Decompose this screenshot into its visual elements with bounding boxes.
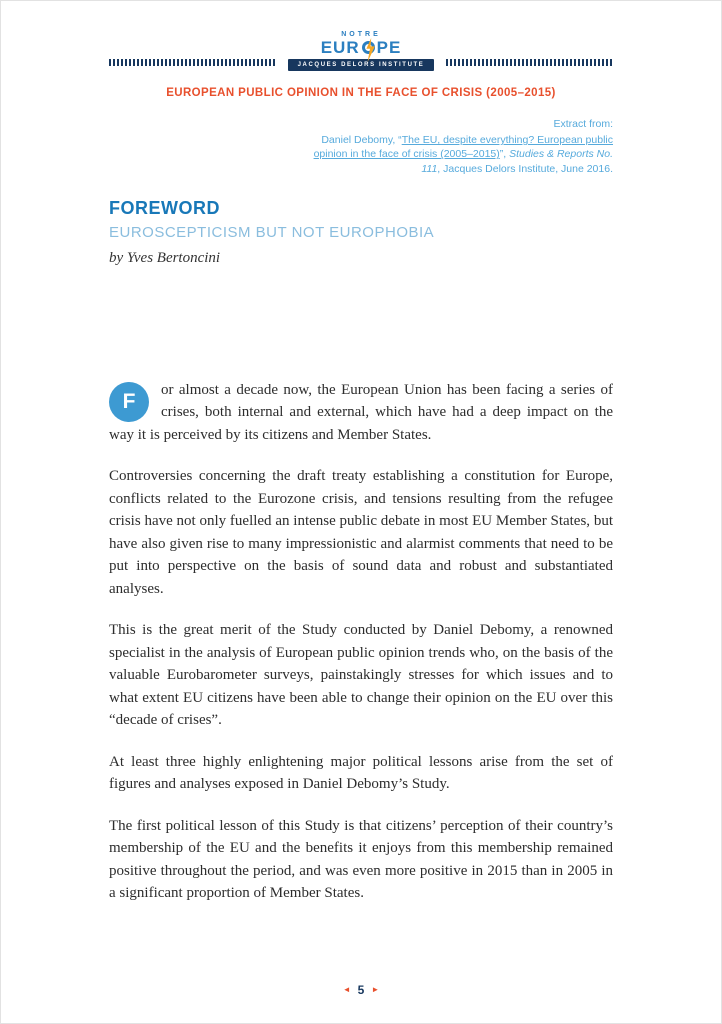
- citation-label: Extract from:: [553, 118, 613, 130]
- foreword-subheading: EUROSCEPTICISM BUT NOT EUROPHOBIA: [109, 223, 435, 241]
- byline: by Yves Bertoncini: [109, 249, 221, 266]
- body-text: [109, 379, 613, 905]
- paragraph-4: At least three highly enlightening major political lessons arise from the set of figures and analyses exposed in Daniel Debomy’s Study.: [109, 753, 613, 793]
- logo-europe-post: PE: [376, 38, 402, 57]
- citation-report-title: Studies & Reports No. 111: [421, 148, 613, 175]
- masthead: [109, 31, 613, 99]
- paragraph-2: Controversies concerning the draft treaty establishing a constitution for Europe, conflicts related to the Eurozone crisis, and tensions resulting from the refugee crisis have not only fuelled an intense public debate in most EU Member States, but have also given rise to many impressionistic and alarmist comments that need to be put into perspective on the basis of sound data and robust and substantiated analyses.: [109, 468, 613, 597]
- footer-arrow-right-icon: ►: [371, 985, 380, 994]
- citation-publisher: Jacques Delors Institute, June 2016.: [443, 162, 613, 175]
- page-footer: [1, 983, 721, 997]
- barcode-decoration-left: [109, 59, 276, 66]
- paragraph-3: This is the great merit of the Study conducted by Daniel Debomy, a renowned specialist in the analysis of European public opinion trends who, on the basis of the valuable Eurobarometer surveys, painstakingly stresses for which issues and to what extent EU citizens have been able to change their opinion on the EU over this “decade of crises”.: [109, 622, 613, 729]
- page-number: 5: [357, 983, 365, 997]
- citation-after-link: ”,: [499, 148, 510, 161]
- logo-europe-text: [321, 39, 402, 56]
- document-title: EUROPEAN PUBLIC OPINION IN THE FACE OF CRISIS (2005–2015): [166, 87, 556, 99]
- citation-link[interactable]: The EU, despite everything? European public opinion in the face of crisis (2005–2015): [313, 134, 613, 161]
- institute-logo: [288, 31, 435, 71]
- lightning-bolt-icon: [362, 41, 375, 54]
- foreword-heading: FOREWORD: [109, 197, 220, 218]
- paragraph-1-text: or almost a decade now, the European Union has been facing a series of crises, both internal and external, which have had a deep impact on the way it is perceived by its citizens and Member States.: [109, 381, 613, 443]
- logo-notre-text: NOTRE: [341, 31, 381, 38]
- citation-block: [109, 117, 613, 176]
- logo-row: [109, 31, 613, 71]
- foreword-section: [109, 198, 613, 905]
- citation-comma: ,: [437, 162, 444, 175]
- logo-banner-text: JACQUES DELORS INSTITUTE: [288, 59, 435, 71]
- logo-europe-pre: EUR: [320, 38, 360, 57]
- dropcap-letter: F: [109, 382, 149, 422]
- citation-text: [305, 133, 613, 176]
- citation-author: Daniel Debomy, “: [321, 134, 402, 147]
- footer-arrow-left-icon: ◄: [342, 985, 351, 994]
- paragraph-5: The first political lesson of this Study is that citizens’ perception of their country’s membership of the EU and the benefits it enjoys from this membership remained positive throughout the period, and was even more positive in 2015 than in 2005 in a significant proportion of Member States.: [109, 817, 613, 902]
- barcode-decoration-right: [446, 59, 613, 66]
- paragraph-1: [109, 379, 613, 447]
